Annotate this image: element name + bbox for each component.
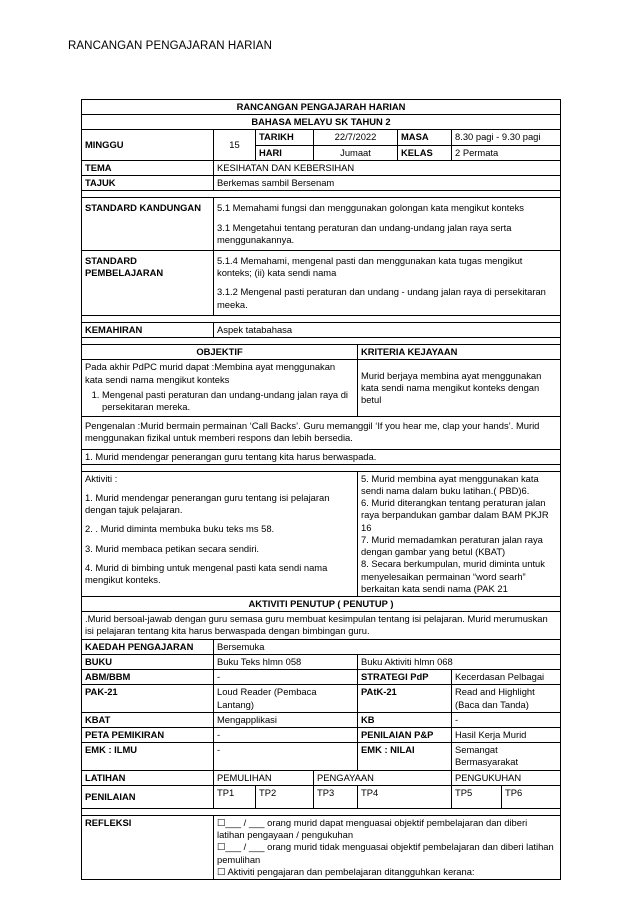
tajuk-row	[82, 176, 561, 191]
penilaian-pp-value: Hasil Kerja Murid	[452, 727, 561, 742]
tema-row	[82, 160, 561, 175]
spacer-row	[82, 191, 561, 198]
tarikh-row	[82, 130, 561, 145]
masa-label: MASA	[398, 130, 452, 145]
penutup-row	[82, 612, 561, 639]
refleksi-row	[82, 815, 561, 879]
objektif-label: OBJEKTIF	[82, 345, 358, 360]
spacer-row	[82, 315, 561, 322]
kelas-label: KELAS	[398, 145, 452, 160]
kaedah-value: Bersemuka	[214, 639, 561, 654]
buku-label: BUKU	[82, 654, 214, 669]
kemahiran-value: Aspek tatabahasa	[214, 322, 561, 337]
step1-row	[82, 449, 561, 464]
kriteria-text: Murid berjaya membina ayat menggunakan kata sendi nama mengikut konteks dengan betul	[358, 360, 561, 417]
penilaian-label: PENILAIAN	[82, 785, 214, 808]
aktiviti-step: 2. . Murid diminta membuka buku teks ms 58.	[85, 523, 275, 535]
pengenalan-row	[82, 417, 561, 449]
tarikh-label: TARIKH	[256, 130, 314, 145]
masa-value: 8.30 pagi - 9.30 pagi	[452, 130, 561, 145]
plan-title: RANCANGAN PENGAJARAH HARIAN	[82, 100, 561, 115]
title-row	[82, 100, 561, 115]
hari-label: HARI	[256, 145, 314, 160]
aktiviti-step: 5. Murid membina ayat menggunakan kata sendi nama dalam buku latihan.( PBD)6.	[361, 472, 539, 497]
objektif-header-row	[82, 345, 561, 360]
tema-value: KESIHATAN DAN KEBERSIHAN	[214, 160, 561, 175]
pemulihan-label: PEMULIHAN	[214, 770, 314, 785]
tajuk-label: TAJUK	[82, 176, 214, 191]
buku-aktiviti: Buku Aktiviti hlmn 068	[358, 654, 561, 669]
peta-value: -	[214, 727, 358, 742]
standard-pembelajaran-row	[82, 250, 561, 315]
peta-row	[82, 727, 561, 742]
spacer-row	[82, 338, 561, 345]
spacer-row	[82, 808, 561, 815]
peta-label: PETA PEMIKIRAN	[82, 727, 214, 742]
objektif-item: 1. Mengenal pasti peraturan dan undang-undang jalan raya di persekitaran mereka.	[102, 389, 354, 413]
kbat-value: Mengapplikasi	[214, 712, 358, 727]
abm-value: -	[214, 670, 358, 685]
kemahiran-row	[82, 322, 561, 337]
sp-item: 3.1.2 Mengenal pasti peraturan dan undang - undang jalan raya di persekitaran meeka.	[217, 286, 546, 310]
buku-teks: Buku Teks hlmn 058	[214, 654, 358, 669]
refleksi-label: REFLEKSI	[82, 815, 214, 879]
latihan-label: LATIHAN	[82, 770, 214, 785]
page-header: RANCANGAN PENGAJARAN HARIAN	[68, 40, 272, 52]
emk-nilai-value: Semangat Bermasyarakat	[452, 743, 561, 770]
latihan-row	[82, 770, 561, 785]
buku-row	[82, 654, 561, 669]
tp-cell: TP4	[358, 785, 452, 808]
penutup-label: AKTIVITI PENUTUP ( PENUTUP )	[82, 597, 561, 612]
spacer-row	[82, 464, 561, 471]
standard-kandungan-label: STANDARD KANDUNGAN	[82, 198, 214, 251]
aktiviti-step: 3. Murid membaca petikan secara sendiri.	[85, 542, 260, 554]
sp-item: 5.1.4 Memahami, mengenal pasti dan menggunakan kata tugas mengikut konteks; (ii) kata sendi nama	[217, 254, 523, 279]
kb-value: -	[452, 712, 561, 727]
kbat-row	[82, 712, 561, 727]
sk-item: 3.1 Mengetahui tentang peraturan dan undang-undang jalan raya serta menggunakannya.	[217, 221, 512, 245]
kemahiran-label: KEMAHIRAN	[82, 322, 214, 337]
pak21-row	[82, 685, 561, 712]
emk-ilmu-label: EMK : ILMU	[82, 743, 214, 770]
emk-ilmu-value: -	[214, 743, 358, 770]
pengenalan-text: Pengenalan :Murid bermain permainan ‘Call Backs’. Guru memanggil ‘If you hear me, clap your hands’. Murid menggunakan fizikal untuk memberi respons dan lebih bersedia.	[82, 417, 561, 449]
aktiviti-step: 8. Secara berkumpulan, murid diminta untuk menyelesaikan permainan “word searh” berkaitan kata sendi nama (PAK 21	[361, 558, 545, 594]
tp-cell: TP2	[256, 785, 314, 808]
pak21-label: PAK-21	[82, 685, 214, 712]
tema-label: TEMA	[82, 160, 214, 175]
refleksi-line: ☐___ / ___ orang murid tidak menguasai objektif pembelajaran dan diberi latihan pemulihan	[217, 841, 554, 865]
tp-cell: TP1	[214, 785, 256, 808]
abm-label: ABM/BBM	[82, 670, 214, 685]
step1-text: 1. Murid mendengar penerangan guru tentang kita harus berwaspada.	[82, 449, 561, 464]
abm-row	[82, 670, 561, 685]
kriteria-label: KRITERIA KEJAYAAN	[358, 345, 561, 360]
patk21-value: Read and Highlight (Baca dan Tanda)	[452, 685, 561, 712]
aktiviti-step: 1. Murid mendengar penerangan guru tentang isi pelajaran dengan tajuk pelajaran.	[85, 492, 330, 516]
objektif-row	[82, 360, 561, 417]
hari-value: Jumaat	[314, 145, 398, 160]
pak21-value: Loud Reader (Pembaca Lantang)	[214, 685, 358, 712]
standard-kandungan-row	[82, 198, 561, 251]
aktiviti-heading: Aktiviti :	[85, 472, 118, 484]
penilaian-row	[82, 785, 561, 808]
standard-pembelajaran-label: STANDARD PEMBELAJARAN	[82, 250, 214, 315]
refleksi-line: ☐___ / ___ orang murid dapat menguasai objektif pembelajaran dan diberi latihan pengayaan / pengukuhan	[217, 816, 528, 841]
subtitle-row	[82, 115, 561, 130]
tp-cell: TP6	[502, 785, 561, 808]
lesson-plan-table	[81, 99, 561, 880]
refleksi-line: ☐ Aktiviti pengajaran dan pembelajaran ditangguhkan kerana:	[217, 865, 475, 877]
kaedah-label: KAEDAH PENGAJARAN	[82, 639, 214, 654]
penutup-text: .Murid bersoal-jawab dengan guru semasa guru membuat kesimpulan tentang isi pelajaran. Murid merumuskan isi pelajaran tentang kita harus berwaspada dengan bimbingan guru.	[82, 612, 561, 639]
plan-subtitle: BAHASA MELAYU SK TAHUN 2	[82, 115, 561, 130]
penilaian-pp-label: PENILAIAN P&P	[358, 727, 452, 742]
penutup-header-row	[82, 597, 561, 612]
emk-row	[82, 743, 561, 770]
sk-item: 5.1 Memahami fungsi dan menggunakan golongan kata mengikut konteks	[217, 202, 524, 214]
tajuk-value: Berkemas sambil Bersenam	[214, 176, 561, 191]
aktiviti-row	[82, 471, 561, 596]
tp-cell: TP3	[314, 785, 358, 808]
aktiviti-step: 7. Murid memadamkan peraturan jalan raya dengan gambar yang betul (KBAT)	[361, 533, 543, 558]
minggu-label: MINGGU	[82, 130, 214, 160]
pengukuhan-label: PENGUKUHAN	[452, 770, 561, 785]
strategi-value: Kecerdasan Pelbagai	[452, 670, 561, 685]
tp-cell: TP5	[452, 785, 502, 808]
aktiviti-step: 4. Murid di bimbing untuk mengenal pasti kata sendi nama mengikut konteks.	[85, 561, 328, 586]
minggu-value: 15	[214, 130, 256, 160]
kaedah-row	[82, 639, 561, 654]
emk-nilai-label: EMK : NILAI	[358, 743, 452, 770]
pengayaan-label: PENGAYAAN	[314, 770, 452, 785]
strategi-label: STRATEGI PdP	[358, 670, 452, 685]
kbat-label: KBAT	[82, 712, 214, 727]
kb-label: KB	[358, 712, 452, 727]
kelas-value: 2 Permata	[452, 145, 561, 160]
tarikh-value: 22/7/2022	[314, 130, 398, 145]
aktiviti-step: 6. Murid diterangkan tentang peraturan jalan raya berpandukan gambar dalam BAM PKJR 16	[361, 497, 549, 533]
patk21-label: PAtK-21	[358, 685, 452, 712]
objektif-intro: Pada akhir PdPC murid dapat :Membina ayat menggunakan kata sendi nama mengikut konteks	[85, 361, 336, 385]
